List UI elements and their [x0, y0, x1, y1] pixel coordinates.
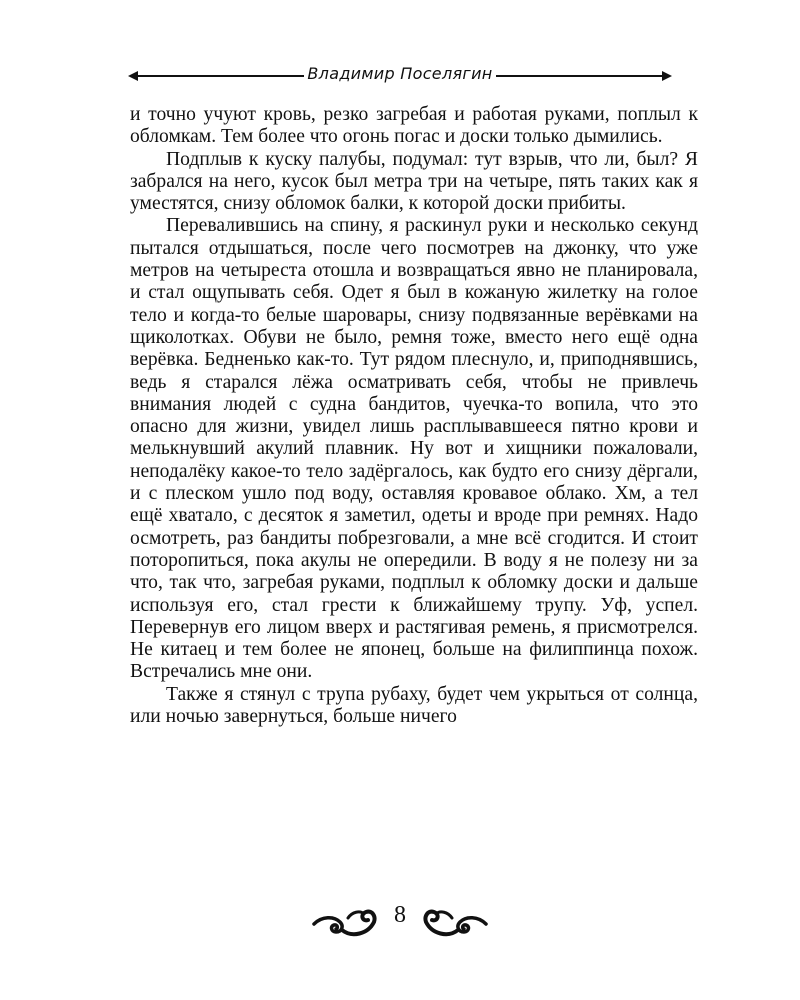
page-number: 8 — [394, 902, 406, 928]
paragraph-2: Подплыв к куску палубы, подумал: тут взрыв, что ли, был? Я забрался на него, кусок был метра три на четыре, пять таких как я уместятся, снизу обломок балки, к которой доски прибиты. — [130, 148, 698, 215]
arrow-right-icon — [662, 71, 672, 81]
running-head — [128, 62, 672, 88]
ornament-right-icon — [422, 904, 488, 938]
paragraph-3: Перевалившись на спину, я раскинул руки и несколько секунд пытался отдышаться, после чего посмотрев на джонку, что уже метров на четыреста отошла и возвращаться явно не планировала, и стал ощупывать себя. Одет я был в кожаную жилетку на голое тело и когда-то белые шаровары, снизу подвязанные верёвками на щиколотках. Обуви не было, ремня тоже, вместо него ещё одна верёвка. Бедненько как-то. Тут рядом плеснуло, и, приподнявшись, ведь я старался лёжа осматривать себя, чтобы не привлечь внимания людей с судна бандитов, чуечка-то вопила, что это опасно для жизни, увидел лишь расплывавшееся пятно крови и мелькнувший акулий плавник. Ну вот и хищники пожаловали, неподалёку какое-то тело задёргалось, как будто его снизу дёргали, и с плеском ушло под воду, оставляя кровавое облако. Хм, а тел ещё хватало, с десяток я заметил, одеты и вроде при ремнях. Надо осмотреть, раз бандиты побрезговали, а мне всё сгодится. И стоит поторопиться, пока акулы не опередили. В воду я не полезу ни за что, так что, загребая руками, подплыл к обломку доски и дальше используя его, стал грести к ближайшему трупу. Уф, успел. Перевернув его лицом вверх и растягивая ремень, я присмотрелся. Не китаец и тем более не японец, больше на филиппинца похож. Встречались мне они. — [130, 215, 698, 683]
paragraph-1: и точно учуют кровь, резко загребая и работая руками, поплыл к обломкам. Тем более что огонь погас и доски только дымились. — [130, 104, 698, 148]
author-name: Владимир Поселягин — [307, 64, 493, 83]
page-footer — [0, 892, 800, 948]
body-text — [130, 104, 698, 728]
paragraph-4: Также я стянул с трупа рубаху, будет чем укрыться от солнца, или ночью завернуться, больше ничего — [130, 683, 698, 728]
header-rule-right — [496, 75, 664, 77]
ornament-left-icon — [312, 904, 378, 938]
